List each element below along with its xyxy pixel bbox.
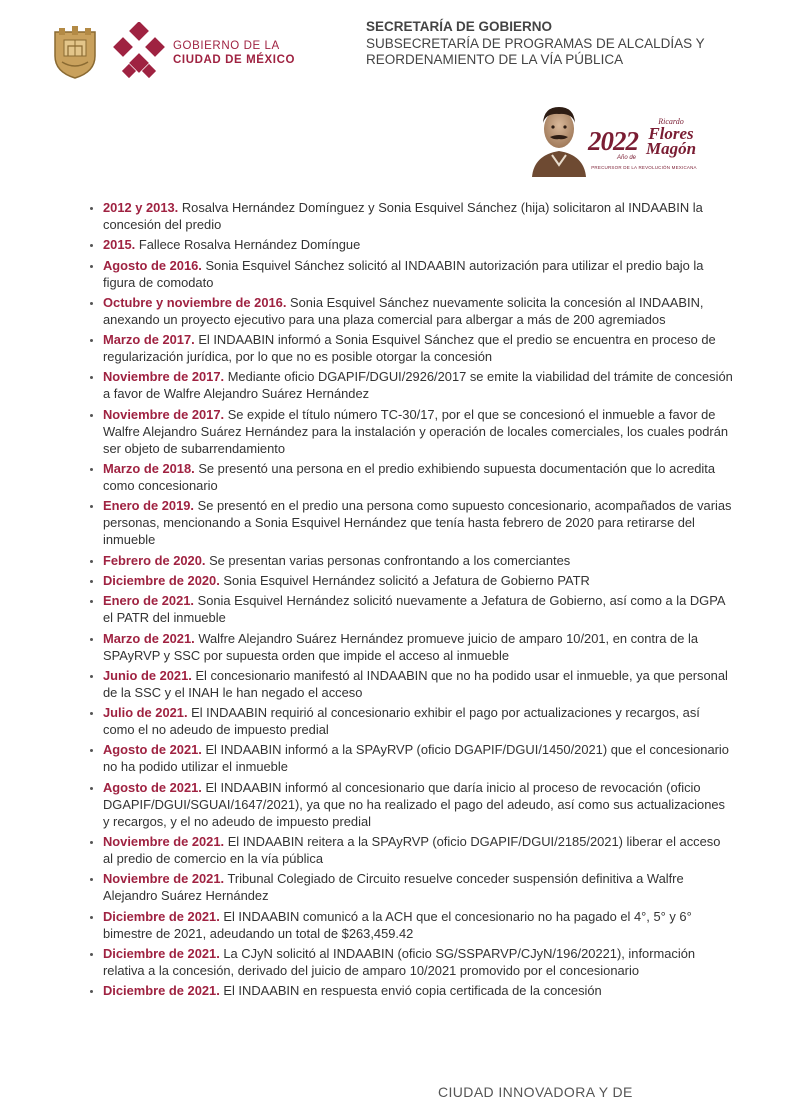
timeline-item <box>103 331 733 365</box>
timeline-date: Enero de 2019. <box>103 498 194 514</box>
timeline-text: El INDAABIN informó a la SPAyRVP (oficio DGAPIF/DGUI/1450/2021) que el concesionario no ha podido utilizar el inmueble <box>103 742 729 775</box>
timeline-date: 2015. <box>103 237 136 253</box>
government-name-line1: GOBIERNO DE LA <box>173 40 280 52</box>
timeline-item <box>103 294 733 328</box>
timeline-date: Febrero de 2020. <box>103 552 206 568</box>
secretaria-block <box>366 19 766 69</box>
timeline-text: El INDAABIN informó a Sonia Esquivel Sánchez que el predio se encuentra en proceso de regularización jurídica, por lo que no es posible otorgar la concesión <box>103 332 716 365</box>
timeline-date: Agosto de 2016. <box>103 257 202 273</box>
cdmx-logo-icon <box>113 22 165 82</box>
timeline-date: Julio de 2021. <box>103 705 188 721</box>
government-name <box>173 39 295 67</box>
timeline-date: Noviembre de 2017. <box>103 369 225 385</box>
timeline-item <box>103 572 733 589</box>
year-number: 2022 <box>588 126 638 156</box>
timeline-date: Diciembre de 2021. <box>103 983 220 999</box>
timeline-date: Enero de 2021. <box>103 593 194 609</box>
secretaria-title: SECRETARÍA DE GOBIERNO <box>366 19 553 34</box>
timeline-date: Noviembre de 2021. <box>103 871 225 887</box>
timeline-item <box>103 257 733 291</box>
timeline-text: El INDAABIN en respuesta envió copia certificada de la concesión <box>223 983 602 999</box>
timeline-date: Octubre y noviembre de 2016. <box>103 294 287 310</box>
timeline-date: Agosto de 2021. <box>103 742 202 758</box>
timeline-date: Diciembre de 2021. <box>103 945 220 961</box>
timeline-item <box>103 460 733 494</box>
coat-of-arms-icon <box>52 26 98 80</box>
timeline-item <box>103 870 733 904</box>
timeline-text: Tribunal Colegiado de Circuito resuelve conceder suspensión definitiva a Walfre Alejandro Suárez Hernández <box>103 871 684 904</box>
timeline-item <box>103 945 733 979</box>
timeline-item <box>103 667 733 701</box>
subsecretaria-title: SUBSECRETARÍA DE PROGRAMAS DE ALCALDÍAS Y REORDENAMIENTO DE LA VÍA PÚBLICA <box>366 35 705 67</box>
timeline-date: Diciembre de 2020. <box>103 572 220 588</box>
timeline-text: Se presentan varias personas confrontando a los comerciantes <box>209 552 571 568</box>
timeline-text: El INDAABIN informó al concesionario que daría inicio al proceso de revocación (oficio DGAPIF/DGUI/SGUAI/1647/2021), ya que no ha realizado el pago del adeudo, así como sus actualizaciones y recargos, y el no adeudo de impuesto predial <box>103 779 725 829</box>
year-honoree-first-name: Ricardo <box>658 117 684 126</box>
year-badge <box>588 112 708 176</box>
document-header <box>0 0 800 190</box>
timeline-date: Agosto de 2021. <box>103 779 202 795</box>
timeline-text: Se expide el título número TC-30/17, por el que se concesionó el inmueble a favor de Walfre Alejandro Suárez Hernández para la instalación y operación de locales comerciales, los cuales podrán ser objeto de subarrendamiento <box>103 406 729 456</box>
timeline-text: Sonia Esquivel Sánchez solicitó al INDAABIN autorización para utilizar el predio bajo la figura de comodato <box>103 257 704 290</box>
timeline-text: El concesionario manifestó al INDAABIN que no ha podido usar el inmueble, ya que personal de la SSC y el INAH le han negado el acceso <box>103 667 728 700</box>
timeline-text: El INDAABIN reitera a la SPAyRVP (oficio DGAPIF/DGUI/2185/2021) liberar el acceso al predio de comercio en la vía pública <box>103 834 721 867</box>
timeline-item <box>103 368 733 402</box>
timeline-text: Fallece Rosalva Hernández Domíngue <box>138 237 361 253</box>
portrait-icon <box>528 99 590 177</box>
year-anio-de: Año de <box>617 155 637 161</box>
timeline-text: Rosalva Hernández Domínguez y Sonia Esquivel Sánchez (hija) solicitaron al INDAABIN la concesión del predio <box>103 200 703 232</box>
timeline-text: Walfre Alejandro Suárez Hernández promueve juicio de amparo 10/201, en contra de la SPAyRVP y SSC por supuesta orden que impide el acceso al inmueble <box>103 630 699 663</box>
timeline-text: El INDAABIN comunicó a la ACH que el concesionario no ha pagado el 4°, 5° y 6° bimestre de 2021, adeudando un total de $263,459.42 <box>103 908 692 941</box>
timeline-item <box>103 406 733 457</box>
timeline-text: Sonia Esquivel Hernández solicitó nuevamente a Jefatura de Gobierno, así como a la DGPA el PATR del inmueble <box>103 593 725 626</box>
timeline-list <box>76 199 733 1003</box>
footer-slogan: CIUDAD INNOVADORA Y DE <box>438 1084 633 1100</box>
timeline-text: La CJyN solicitó al INDAABIN (oficio SG/SSPARVP/CJyN/196/20221), información relativa a la concesión, derivado del juicio de amparo 10/2021 promovido por el concesionario <box>103 945 696 978</box>
timeline-item <box>103 833 733 867</box>
timeline-text: Se presentó en el predio una persona como supuesto concesionario, acompañados de varias personas, mencionando a Sonia Esquivel Hernández que tenía hasta febrero de 2020 para retirarse del inmueble <box>103 498 732 548</box>
timeline-date: Marzo de 2017. <box>103 332 195 348</box>
timeline-item <box>103 199 733 233</box>
timeline-date: Junio de 2021. <box>103 667 192 683</box>
timeline-item <box>103 982 733 999</box>
timeline-text: Sonia Esquivel Hernández solicitó a Jefatura de Gobierno PATR <box>223 572 590 588</box>
timeline-item <box>103 497 733 548</box>
government-name-line2: CIUDAD DE MÉXICO <box>173 54 296 66</box>
year-honoree <box>640 118 702 156</box>
timeline-item <box>103 552 733 569</box>
timeline-item <box>103 630 733 664</box>
timeline-date: Marzo de 2021. <box>103 630 195 646</box>
timeline-text: El INDAABIN requirió al concesionario exhibir el pago por actualizaciones y recargos, así como el no adeudo de impuesto predial <box>103 705 700 738</box>
year-honoree-surname2: Magón <box>645 139 697 158</box>
timeline-item <box>103 704 733 738</box>
timeline-item <box>103 236 733 253</box>
timeline-date: Diciembre de 2021. <box>103 908 220 924</box>
timeline-date: Noviembre de 2017. <box>103 406 225 422</box>
timeline-text: Sonia Esquivel Sánchez nuevamente solicita la concesión al INDAABIN, anexando un proyecto ejecutivo para una plaza comercial para albergar a más de 200 agremiados <box>103 294 704 327</box>
year-badge-subtitle: PRECURSOR DE LA REVOLUCIÓN MEXICANA <box>591 165 697 170</box>
timeline-date: Marzo de 2018. <box>103 461 195 477</box>
timeline-item <box>103 592 733 626</box>
timeline-item <box>103 908 733 942</box>
timeline-item <box>103 741 733 775</box>
timeline-text: Se presentó una persona en el predio exhibiendo supuesta documentación que lo acredita como concesionario <box>103 461 716 494</box>
timeline-text: Mediante oficio DGAPIF/DGUI/2926/2017 se emite la viabilidad del trámite de concesión a favor de Walfre Alejandro Suárez Hernández <box>103 369 733 402</box>
year-honoree-surname1: Flores <box>648 124 694 143</box>
timeline-item <box>103 779 733 830</box>
timeline-date: Noviembre de 2021. <box>103 834 225 850</box>
timeline-date: 2012 y 2013. <box>103 200 179 215</box>
